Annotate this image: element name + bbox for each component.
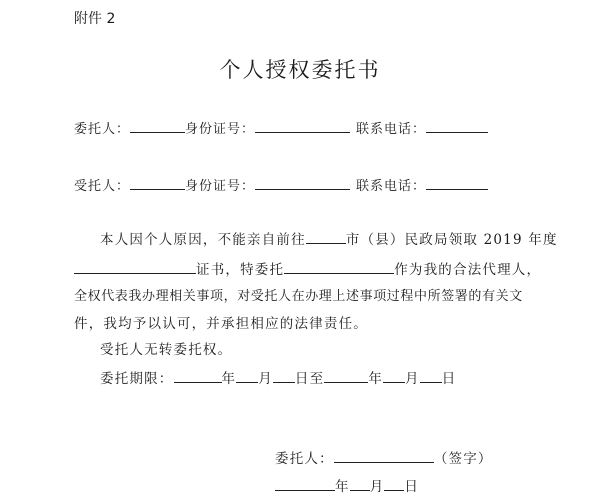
signature-day-label: 日 xyxy=(404,479,420,495)
period-row xyxy=(100,368,456,388)
no-subdelegation-text: 受托人无转委托权。 xyxy=(100,342,233,358)
principal-phone-label: 联系电话： xyxy=(356,122,427,137)
agent-blank[interactable] xyxy=(284,259,394,274)
signature-date-row xyxy=(275,476,419,496)
start-month-blank[interactable] xyxy=(236,368,258,383)
signature-blank[interactable] xyxy=(334,448,434,463)
end-year-label: 年 xyxy=(368,371,384,387)
end-day-label: 日 xyxy=(441,371,457,387)
body-line-1 xyxy=(100,229,558,249)
start-day-blank[interactable] xyxy=(273,368,295,383)
end-day-blank[interactable] xyxy=(420,368,442,383)
principal-row xyxy=(74,118,488,139)
agent-id-label: 身份证号： xyxy=(185,179,256,194)
signature-year-blank[interactable] xyxy=(275,476,335,491)
agent-row xyxy=(74,175,488,196)
period-label: 委托期限： xyxy=(100,371,174,387)
certificate-blank[interactable] xyxy=(74,259,196,274)
principal-id-blank[interactable] xyxy=(255,118,350,133)
start-month-label: 月 xyxy=(258,371,273,387)
principal-id-label: 身份证号： xyxy=(185,122,256,137)
body-line-2-text-b: 作为我的合法代理人， xyxy=(394,262,542,278)
principal-name-blank[interactable] xyxy=(130,118,185,133)
signature-row xyxy=(275,448,493,468)
signature-day-blank[interactable] xyxy=(384,476,404,491)
body-line-2-text-a: 证书，特委托 xyxy=(196,262,285,278)
city-blank[interactable] xyxy=(306,229,346,244)
body-line-1-text-b: 市（县）民政局领取 2019 年度 xyxy=(345,232,558,248)
agent-name-blank[interactable] xyxy=(130,175,185,190)
principal-label: 委托人： xyxy=(74,122,131,137)
body-line-2 xyxy=(74,259,541,279)
signature-month-label: 月 xyxy=(369,479,385,495)
agent-id-blank[interactable] xyxy=(255,175,350,190)
attachment-label: 附件 2 xyxy=(74,11,116,27)
signature-principal-label: 委托人： xyxy=(275,451,334,467)
principal-phone-blank[interactable] xyxy=(426,118,488,133)
start-year-blank[interactable] xyxy=(174,368,222,383)
agent-phone-blank[interactable] xyxy=(426,175,488,190)
signature-month-blank[interactable] xyxy=(350,476,370,491)
agent-phone-label: 联系电话： xyxy=(356,179,427,194)
signature-note: （签字） xyxy=(433,451,493,467)
signature-year-label: 年 xyxy=(335,479,350,495)
document-title: 个人授权委托书 xyxy=(219,58,381,82)
end-year-blank[interactable] xyxy=(324,368,368,383)
agent-label: 受托人： xyxy=(74,179,131,194)
start-year-label: 年 xyxy=(221,371,237,387)
end-month-label: 月 xyxy=(405,371,420,387)
body-line-3: 全权代表我办理相关事项，对受托人在办理上述事项过程中所签署的有关文 xyxy=(74,289,523,304)
start-day-label: 日至 xyxy=(294,371,325,387)
end-month-blank[interactable] xyxy=(383,368,405,383)
body-line-4: 件，我均予以认可，并承担相应的法律责任。 xyxy=(74,316,368,332)
body-line-1-text-a: 本人因个人原因，不能亲自前往 xyxy=(100,232,306,248)
